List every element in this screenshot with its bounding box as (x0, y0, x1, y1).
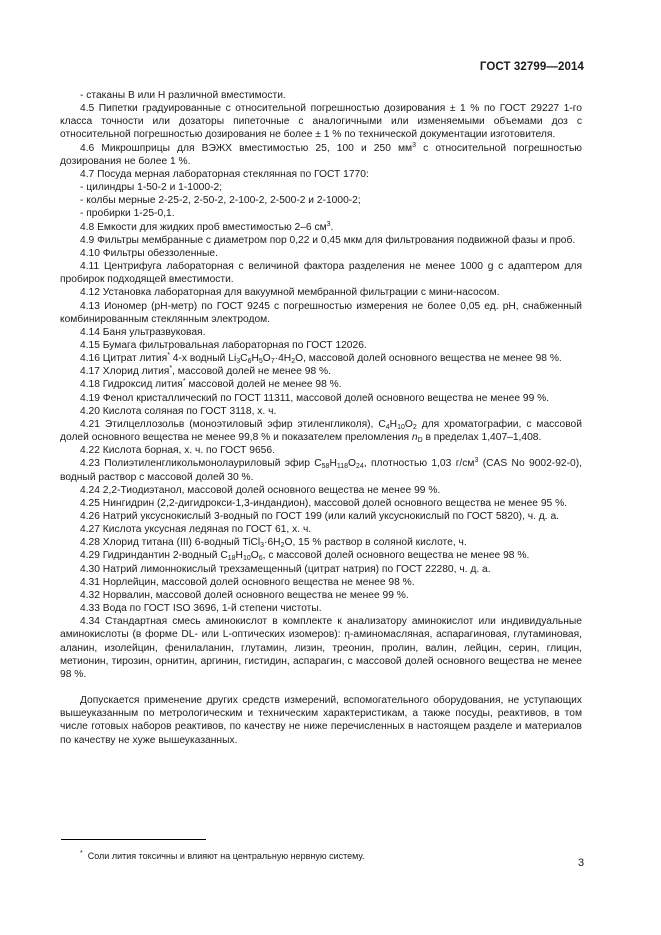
item-4-7-cylinders: - цилиндры 1-50-2 и 1-1000-2; (80, 182, 223, 194)
footnote-divider (61, 839, 206, 840)
item-4-24: 4.24 2,2-Тиодиэтанол, массовой долей основного вещества не менее 99 %. (80, 484, 441, 496)
item-4-31: 4.31 Норлейцин, массовой долей основного вещества не менее 98 %. (80, 576, 415, 588)
item-4-29: 4.29 Гидриндантин 2-водный $C_{18}H_{10}O_6$, с массовой долей основного вещества не менее 98 %. (80, 550, 530, 563)
item-4-26: 4.26 Натрий уксуснокислый 3-водный по ГОСТ 199 (или калий уксуснокислый по ГОСТ 5820), ч. д. а. (80, 511, 560, 522)
footnote-text: Соли лития токсичны и влияют на центральную нервную систему. (87, 851, 365, 861)
item-4-6: 4.6 Микрошприцы для ВЭЖХ вместимостью 25, 100 и 250 $мм^3$ с относительной погрешностью дозирования не более 1 %. (60, 141, 582, 167)
item-4-34: 4.34 Стандартная смесь аминокислот в комплекте к анализатору аминокислот или индивидуальные аминокислоты (в форме DL- или L-оптических изомеров): η-аминомасляная, аспарагиновая, глутаминовая, аланин, изолейцин, фенилаланин, глутамин, лизин, треонин, пролин, валин, лейцин, серин, глицин, метионин, тирозин, орнитин, аргинин, гистидин, аспарагин, с массовой долей основного вещества не менее 98 %. (60, 616, 582, 680)
item-4-13: 4.13 Иономер (pH-метр) по ГОСТ 9245 с погрешностью измерения не более 0,05 ед. pH, снабженный комбинированным стеклянным электродом. (60, 300, 582, 325)
item-4-17: 4.17 Хлорид лития*, массовой долей не менее 98 %. (80, 365, 332, 378)
item-4-7-tubes: - пробирки 1-25-0,1. (80, 208, 175, 220)
item-4-11: 4.11 Центрифуга лабораторная с величиной фактора разделения не менее 1000 g с адаптером для пробирок подходящей вместимости. (60, 261, 582, 286)
item-4-20: 4.20 Кислота соляная по ГОСТ 3118, х. ч. (80, 405, 277, 417)
item-4-21: 4.21 Этилцеллозольв (моноэтиловый эфир этиленгликоля), $C_4H_{10}O_2$ для хроматографии, с массовой долей основного вещества не менее 99,8 % и показателем преломления $n_D$ в пределах 1,407–1,408. (60, 418, 582, 445)
footnote (80, 851, 365, 861)
item-beakers: - стаканы В или Н различной вместимости. (80, 90, 286, 101)
item-4-22: 4.22 Кислота борная, х. ч. по ГОСТ 9656. (80, 445, 275, 457)
item-4-10: 4.10 Фильтры обеззоленные. (80, 247, 218, 259)
item-4-15: 4.15 Бумага фильтровальная лабораторная по ГОСТ 12026. (80, 339, 367, 351)
item-4-7-flasks: - колбы мерные 2-25-2, 2-50-2, 2-100-2, 2-500-2 и 2-1000-2; (80, 195, 361, 207)
item-4-23: 4.23 Полиэтиленгликольмонолауриловый эфир $C_{58}H_{118}O_{24}$, плотностью 1,03 $г/см^3$ (CAS No 9002-92-0), водный раствор с массовой долей 30 %. (60, 457, 582, 483)
item-4-12: 4.12 Установка лабораторная для вакуумной мембранной фильтрации с мини-насосом. (80, 287, 500, 299)
item-4-7: 4.7 Посуда мерная лабораторная стеклянная по ГОСТ 1770: (80, 168, 369, 180)
item-4-14: 4.14 Баня ультразвуковая. (80, 326, 206, 338)
item-4-27: 4.27 Кислота уксусная ледяная по ГОСТ 61, х. ч. (80, 524, 312, 536)
item-4-25: 4.25 Нингидрин (2,2-дигидрокси-1,3-индандион), массовой долей основного вещества не менее 95 %. (80, 497, 568, 509)
item-4-8: 4.8 Емкости для жидких проб вместимостью 2–6 $см^3$. (80, 220, 334, 233)
document-code-header: ГОСТ 32799—2014 (479, 61, 584, 73)
item-4-18: 4.18 Гидроксид лития* массовой долей не менее 98 %. (80, 378, 342, 391)
item-4-32: 4.32 Норвалин, массовой долей основного вещества не менее 99 %. (80, 589, 409, 601)
item-4-9: 4.9 Фильтры мембранные с диаметром пор 0,22 и 0,45 мкм для фильтрования подвижной фазы и проб. (80, 234, 576, 246)
item-4-5: 4.5 Пипетки градуированные с относительной погрешностью дозирования ± 1 % по ГОСТ 29227 1-го класса точности или дозаторы пипеточные с аналогичными или изменяемыми объемами доз с относительной погрешностью дозирования не более ± 1 % по технической документации изготовителя. (60, 103, 582, 141)
item-4-33: 4.33 Вода по ГОСТ ISO 3696, 1-й степени чистоты. (80, 603, 322, 615)
item-4-30: 4.30 Натрий лимоннокислый трехзамещенный (цитрат натрия) по ГОСТ 22280, ч. д. а. (80, 563, 491, 575)
document-body (60, 89, 582, 747)
page-number: 3 (578, 857, 585, 869)
item-4-19: 4.19 Фенол кристаллический по ГОСТ 11311, массовой долей основного вещества не менее 99 %. (80, 392, 550, 404)
footnote-marker: * (80, 850, 83, 857)
closing-paragraph: Допускается применение других средств измерений, вспомогательного оборудования, не уступающих вышеуказанным по метрологическим и техническим характеристикам, а также посуды, реактивов, в том числе готовых наборов реактивов, по качеству не ниже перечисленных в настоящем разделе и материалов по качеству не хуже вышеуказанных. (60, 695, 582, 746)
item-4-16: 4.16 Цитрат лития* 4-х водный $Li_3C_6H_5O_7\cdot 4H_2O$, массовой долей основного вещества не менее 98 %. (80, 352, 562, 366)
item-4-28: 4.28 Хлорид титана (III) 6-водный $TiCl_3\cdot 6H_2O$, 15 % раствор в соляной кислоте, ч. (80, 537, 467, 550)
